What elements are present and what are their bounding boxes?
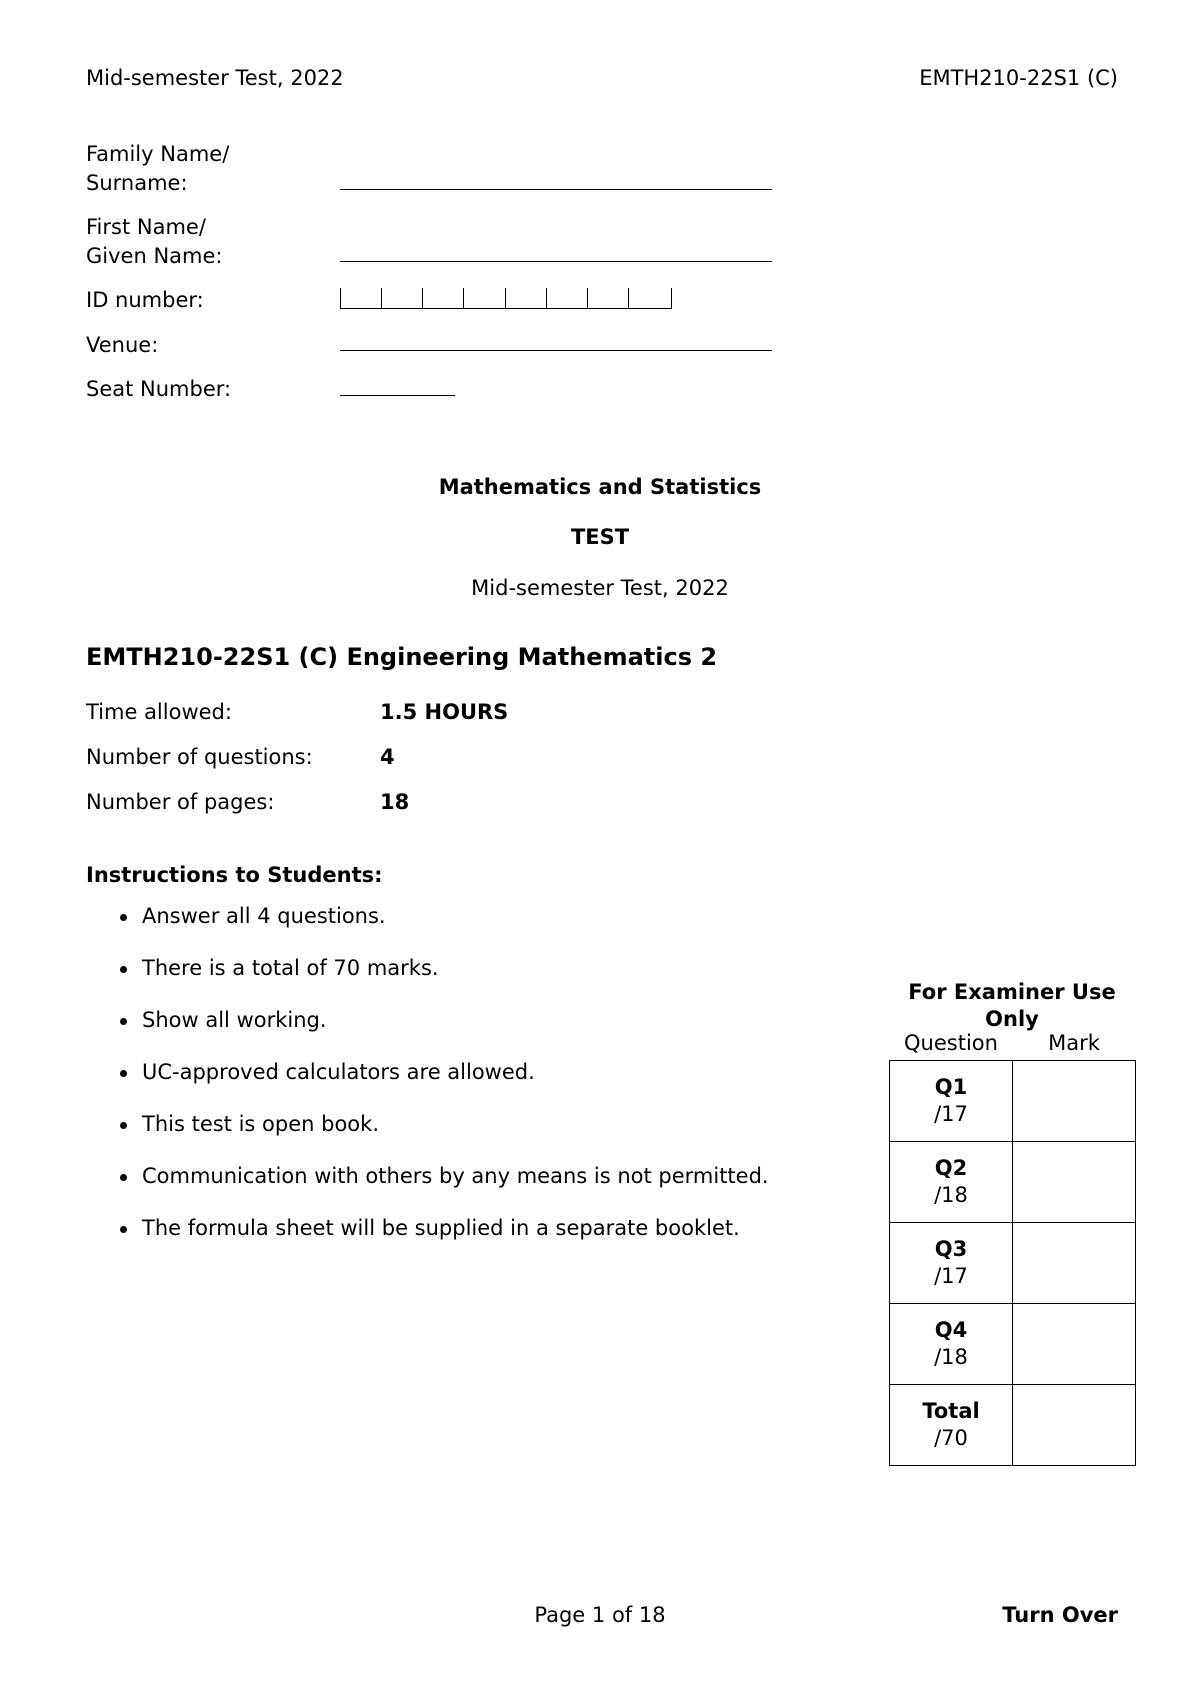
first-name-label-line2: Given Name: — [86, 244, 223, 268]
question-id: Q4 — [934, 1318, 968, 1342]
header-right: EMTH210-22S1 (C) — [919, 66, 1118, 90]
question-max: /18 — [934, 1345, 968, 1369]
family-name-label-line1: Family Name/ — [86, 142, 230, 166]
instruction-item: Communication with others by any means is not permitted. — [118, 1162, 769, 1214]
family-name-field[interactable] — [340, 189, 772, 190]
course-title: EMTH210-22S1 (C) Engineering Mathematics 2 — [86, 643, 718, 671]
mark-cell[interactable] — [1013, 1061, 1136, 1142]
number-of-pages-label: Number of pages: — [86, 790, 275, 814]
question-id: Q3 — [934, 1237, 968, 1261]
instruction-item: Show all working. — [118, 1006, 769, 1058]
number-of-pages-value: 18 — [380, 790, 410, 814]
table-row — [890, 1142, 1136, 1223]
question-max: /17 — [934, 1264, 968, 1288]
first-name-field[interactable] — [340, 261, 772, 262]
turn-over-label: Turn Over — [1002, 1603, 1118, 1627]
instruction-item: The formula sheet will be supplied in a separate booklet. — [118, 1214, 769, 1266]
question-cell — [890, 1304, 1013, 1385]
seat-number-field[interactable] — [340, 395, 455, 396]
header-left: Mid-semester Test, 2022 — [86, 66, 344, 90]
question-cell — [890, 1385, 1013, 1466]
table-row — [890, 1385, 1136, 1466]
examiner-title: For Examiner Use Only — [908, 980, 1116, 1031]
question-cell — [890, 1142, 1013, 1223]
mark-cell[interactable] — [1013, 1142, 1136, 1223]
seat-number-label: Seat Number: — [86, 377, 232, 401]
time-allowed-value: 1.5 HOURS — [380, 700, 509, 724]
question-max: /70 — [934, 1426, 968, 1450]
instruction-item: Answer all 4 questions. — [118, 902, 769, 954]
question-id: Q2 — [934, 1156, 968, 1180]
question-id: Q1 — [934, 1075, 968, 1099]
question-cell — [890, 1061, 1013, 1142]
venue-label: Venue: — [86, 333, 159, 357]
family-name-label-line2: Surname: — [86, 171, 188, 195]
venue-field[interactable] — [340, 350, 772, 351]
question-id: Total — [922, 1399, 980, 1423]
family-name-label — [86, 140, 229, 198]
time-allowed-label: Time allowed: — [86, 700, 232, 724]
table-row — [890, 1304, 1136, 1385]
document-type: TEST — [570, 525, 630, 549]
instructions-list — [118, 902, 769, 1266]
mark-cell[interactable] — [1013, 1304, 1136, 1385]
id-number-label: ID number: — [86, 288, 204, 312]
first-name-label-line1: First Name/ — [86, 215, 206, 239]
id-number-field[interactable] — [340, 288, 672, 308]
question-max: /17 — [934, 1102, 968, 1126]
page-number: Page 1 of 18 — [534, 1603, 666, 1627]
examiner-col-mark: Mark — [1048, 1031, 1100, 1055]
first-name-label — [86, 213, 222, 271]
number-of-questions-label: Number of questions: — [86, 745, 313, 769]
mark-cell[interactable] — [1013, 1223, 1136, 1304]
examiner-col-question: Question — [904, 1031, 998, 1055]
question-cell — [890, 1223, 1013, 1304]
number-of-questions-value: 4 — [380, 745, 395, 769]
department-title: Mathematics and Statistics — [438, 475, 762, 499]
mark-cell[interactable] — [1013, 1385, 1136, 1466]
examiner-table — [889, 1060, 1136, 1466]
instruction-item: There is a total of 70 marks. — [118, 954, 769, 1006]
instructions-heading: Instructions to Students: — [86, 863, 383, 887]
question-max: /18 — [934, 1183, 968, 1207]
instruction-item: This test is open book. — [118, 1110, 769, 1162]
instruction-item: UC-approved calculators are allowed. — [118, 1058, 769, 1110]
table-row — [890, 1061, 1136, 1142]
session-title: Mid-semester Test, 2022 — [471, 576, 729, 600]
table-row — [890, 1223, 1136, 1304]
